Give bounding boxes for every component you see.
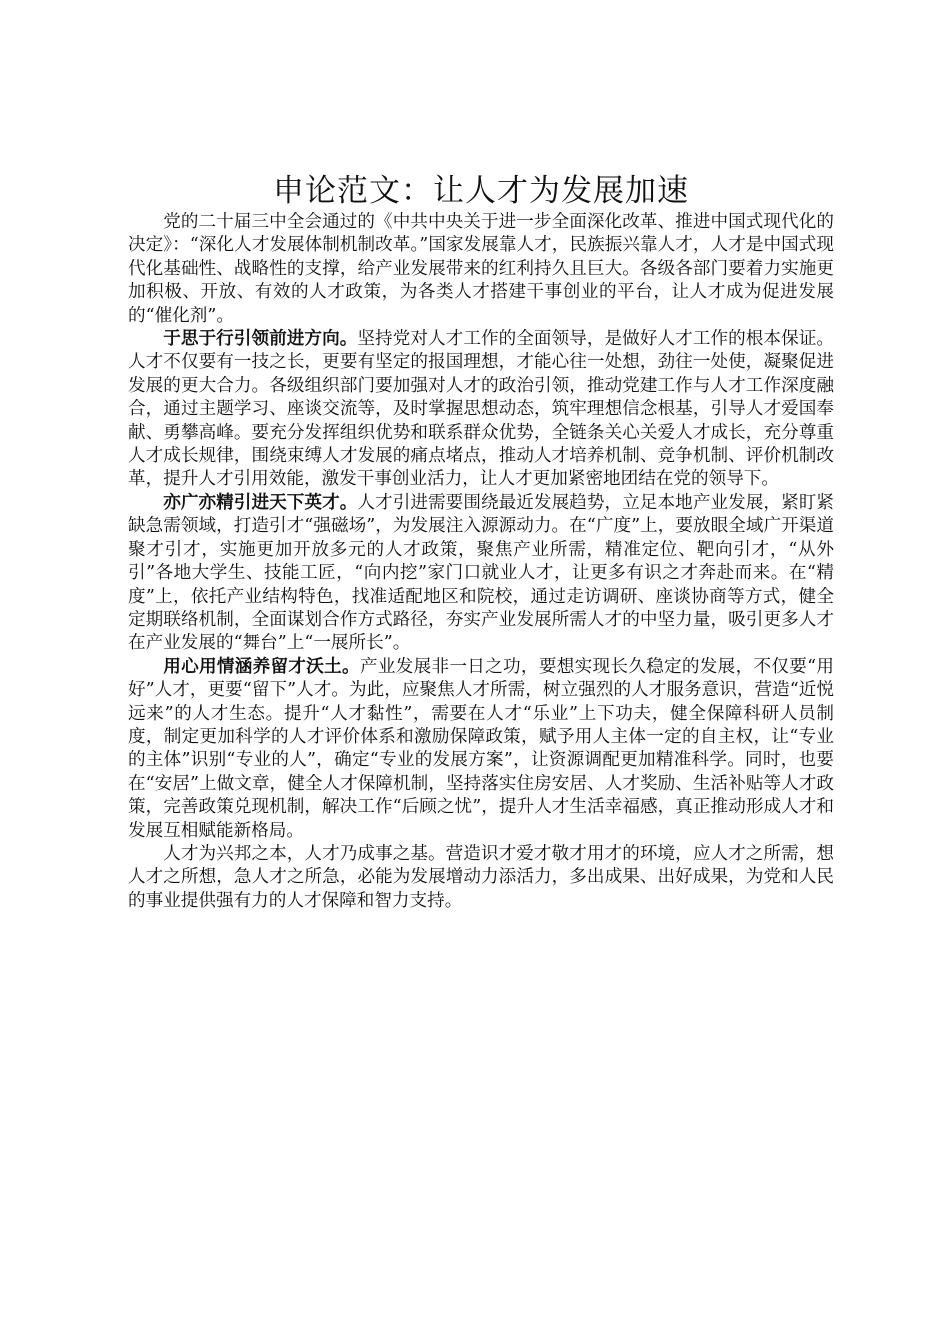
section-heading-1: 于思于行引领前进方向。 xyxy=(163,329,358,350)
section-paragraph-2 xyxy=(128,492,834,656)
section-paragraph-1 xyxy=(128,328,834,492)
section-heading-2: 亦广亦精引进天下英才。 xyxy=(163,492,358,513)
conclusion-paragraph: 人才为兴邦之本，人才乃成事之基。营造识才爱才敬才用才的环境，应人才之所需，想人才之所想，急人才之所急，必能为发展增动力添活力，多出成果、出好成果，为党和人民的事业提供强有力的人才保障和智力支持。 xyxy=(128,843,834,911)
section-paragraph-3 xyxy=(128,656,834,843)
intro-paragraph: 党的二十届三中全会通过的《中共中央关于进一步全面深化改革、推进中国式现代化的决定》：“深化人才发展体制机制改革。”国家发展靠人才，民族振兴靠人才，人才是中国式现代化基础性、战略性的支撑，给产业发展带来的红利持久且巨大。各级各部门要着力实施更加积极、开放、有效的人才政策，为各类人才搭建干事创业的平台，让人才成为促进发展的“催化剂”。 xyxy=(128,212,834,326)
article-body xyxy=(128,171,834,913)
section-heading-3: 用心用情涵养留才沃土。 xyxy=(163,656,360,677)
section-text-1: 坚持党对人才工作的全面领导，是做好人才工作的根本保证。人才不仅要有一技之长，更要有坚定的报国理想，才能心往一处想，劲往一处使，凝聚促进发展的更大合力。各级组织部门要加强对人才的政治引领，推动党建工作与人才工作深度融合，通过主题学习、座谈交流等，及时掌握思想动态，筑牢理想信念根基，引导人才爱国奉献、勇攀高峰。要充分发挥组织优势和联系群众优势，全链条关心关爱人才成长，充分尊重人才成长规律，围绕束缚人才发展的痛点堵点，推动人才培养机制、竞争机制、评价机制改革，提升人才引用效能，激发干事创业活力，让人才更加紧密地团结在党的领导下。 xyxy=(128,329,834,490)
section-text-2: 人才引进需要围绕最近发展趋势，立足本地产业发展，紧盯紧缺急需领域，打造引才“强磁场”，为发展注入源源动力。在“广度”上，要放眼全域广开渠道聚才引才，实施更加开放多元的人才政策，聚焦产业所需，精准定位、靶向引才，“从外引”各地大学生、技能工匠，“向内挖”家门口就业人才，让更多有识之才奔赴而来。在“精度”上，依托产业结构特色，找准适配地区和院校，通过走访调研、座谈协商等方式，健全定期联络机制，全面谋划合作方式路径，夯实产业发展所需人才的中坚力量，吸引更多人才在产业发展的“舞台”上“一展所长”。 xyxy=(128,492,834,654)
article-title: 申论范文：让人才为发展加速 xyxy=(273,173,689,209)
section-text-3: 产业发展非一日之功，要想实现长久稳定的发展，不仅要“用好”人才，更要“留下”人才。为此，应聚焦人才所需，树立强烈的人才服务意识，营造“近悦远来”的人才生态。提升“人才黏性”，需要在人才“乐业”上下功夫，健全保障科研人员制度，制定更加科学的人才评价体系和激励保障政策，赋予用人主体一定的自主权，让“专业的主体”识别“专业的人”，确定“专业的发展方案”，让资源调配更加精准科学。同时，也要在“安居”上做文章，健全人才保障机制，坚持落实住房安居、人才奖励、生活补贴等人才政策，完善政策兑现机制，解决工作“后顾之忧”，提升人才生活幸福感，真正推动形成人才和发展互相赋能新格局。 xyxy=(128,656,834,841)
